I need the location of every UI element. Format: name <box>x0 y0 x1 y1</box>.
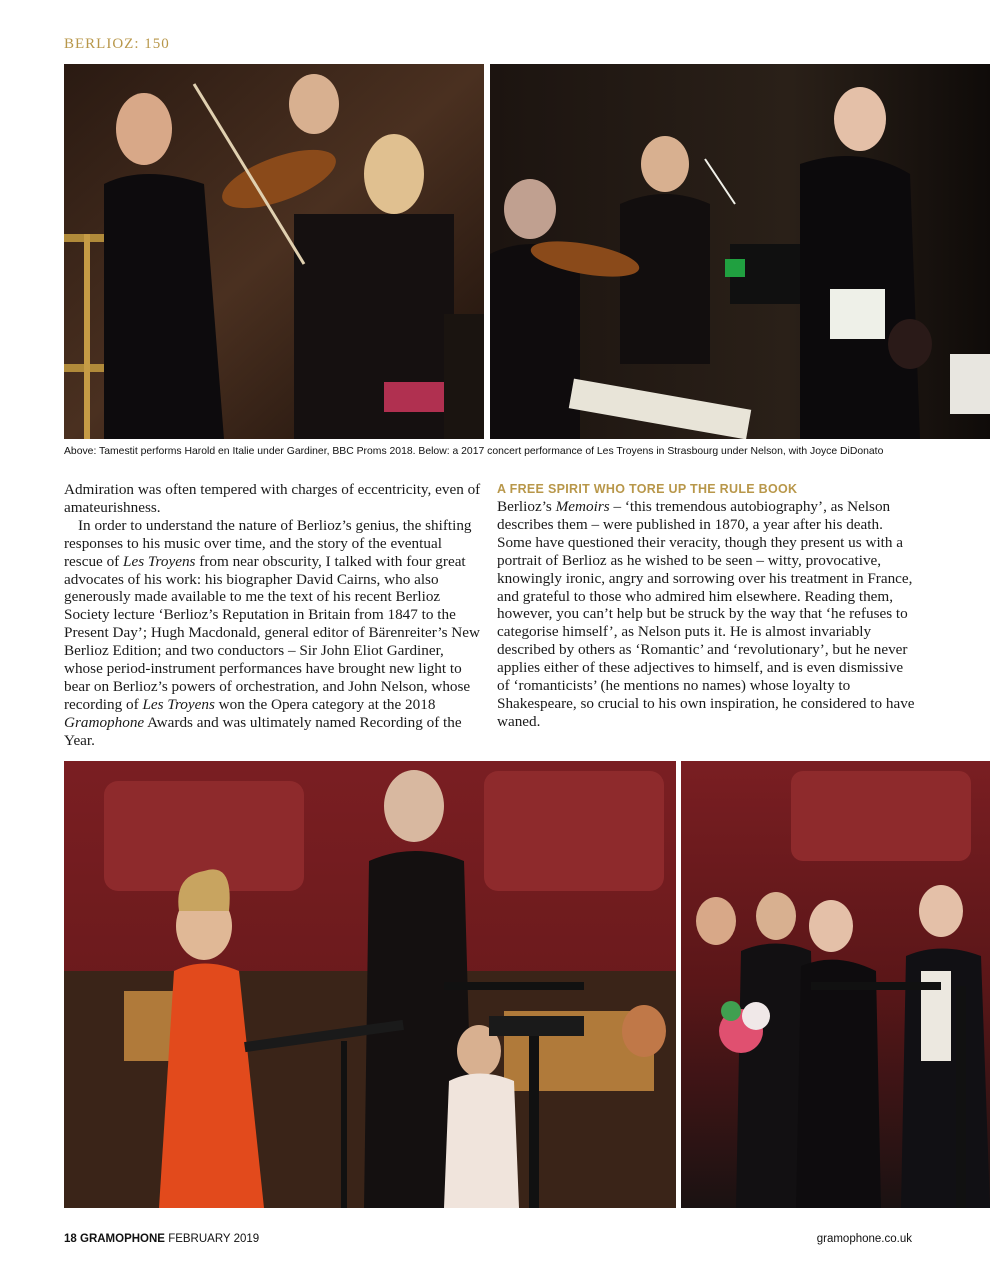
subheading: A FREE SPIRIT WHO TORE UP THE RULE BOOK <box>497 482 798 496</box>
photo-caption: Above: Tamestit performs Harold en Italie under Gardiner, BBC Proms 2018. Below: a 2017 concert performance of Les Troyens in Strasbourg under Nelson, with Joyce DiDonato <box>64 446 884 457</box>
page-number: 18 <box>64 1233 77 1245</box>
section-tag: BERLIOZ: 150 <box>64 36 170 52</box>
title-gramophone: Gramophone <box>64 713 145 731</box>
footer-left <box>64 1233 259 1245</box>
title-memoirs: Memoirs <box>555 498 610 515</box>
right-paragraph-1: Berlioz’s Memoirs – ‘this tremendous autobiography’, as Nelson describes them – were published in 1870, a year after his death. Some have questioned their veracity, though they present us with a portrait of Berlioz as he wished to be seen – witty, provocative, knowingly ironic, angry and sorrowing over his treatment in France, and grateful to those who admired him elsewhere. Reading them, however, you can’t help but be struck by the way that ‘he refuses to categorise himself’, as Nelson puts it. He is almost invariably described by others as ‘Romantic’ and ‘revolutionary’, but he never applies either of these adjectives to himself, and is even dismissive of ‘romanticists’ (he mentions no names) whose loyalty to Shakespeare, so crucial to his own inspiration, he considered to have waned. <box>497 498 915 730</box>
title-les-troyens: Les Troyens <box>142 695 215 713</box>
left-column <box>64 481 484 750</box>
issue-date: FEBRUARY 2019 <box>168 1233 260 1245</box>
magazine-name: GRAMOPHONE <box>80 1233 165 1245</box>
right-column <box>497 481 917 731</box>
photo-didonato-and-nelson <box>64 761 676 1208</box>
photo-tamestit-performing <box>64 64 484 439</box>
title-les-troyens: Les Troyens <box>123 552 196 570</box>
left-paragraph-2: In order to understand the nature of Berlioz’s genius, the shifting responses to his music over time, and the story of the eventual rescue of Les Troyens from near obscurity, I talked with four great advocates of his work: his biographer David Cairns, who also generously made available to me the text of his recent Berlioz Society lecture ‘Berlioz’s Reputation in Britain from 1847 to the Present Day’; Hugh Macdonald, general editor of Bärenreiter’s New Berlioz Edition; and two conductors – Sir John Eliot Gardiner, whose period-instrument performances have brought new light to bear on Berlioz’s powers of orchestration, and John Nelson, whose recording of Les Troyens won the Opera category at the 2018 Gramophone Awards and was ultimately named Recording of the Year. <box>64 516 480 749</box>
left-paragraph-1: Admiration was often tempered with charges of eccentricity, even of amateurishness. <box>64 481 481 516</box>
website-url[interactable]: gramophone.co.uk <box>816 1233 912 1245</box>
photo-curtain-call-bouquet <box>681 761 990 1208</box>
photo-gardiner-conducting <box>490 64 990 439</box>
